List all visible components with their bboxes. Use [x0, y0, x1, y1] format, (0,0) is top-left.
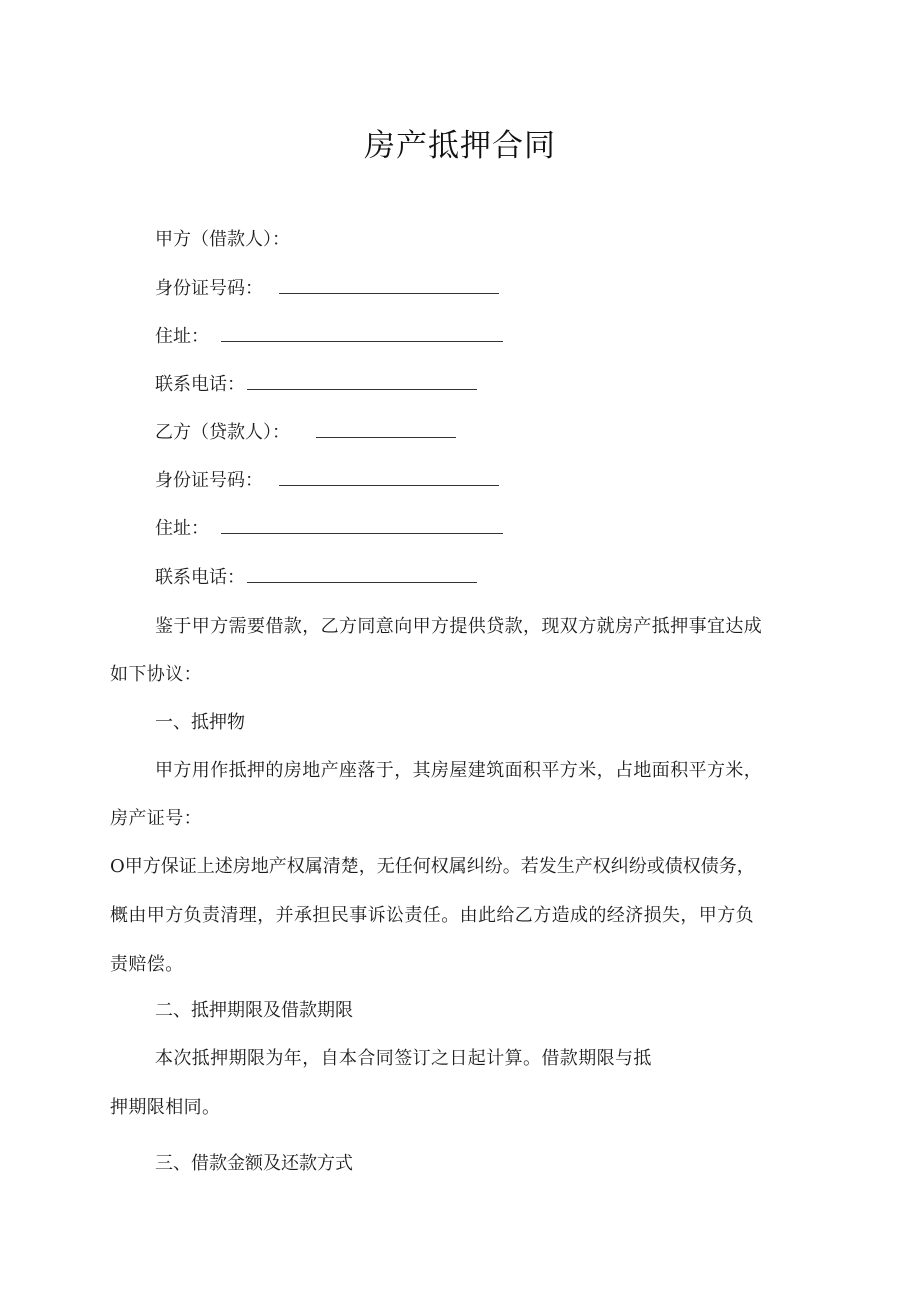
section-2-para-1-line-1: 本次抵押期限为年，自本合同签订之日起计算。借款期限与抵: [155, 1048, 652, 1069]
party-b-heading-text: 乙方（贷款人）：: [155, 422, 290, 443]
party-b-address-row: [155, 515, 503, 543]
party-a-heading-text: 甲方（借款人）：: [155, 229, 290, 250]
section-2-heading: 二、抵押期限及借款期限: [155, 1000, 353, 1021]
party-b-id-label: 身份证号码：: [155, 470, 263, 491]
section-1-para-2-line-2: 概由甲方负责清理，并承担民事诉讼责任。由此给乙方造成的经济损失，甲方负: [110, 905, 754, 926]
party-b-id-row: [155, 467, 499, 495]
party-a-id-blank: [279, 275, 499, 294]
party-a-address-label: 住址：: [155, 326, 209, 347]
party-a-heading: [155, 226, 290, 254]
party-b-phone-label: 联系电话：: [155, 567, 245, 588]
section-1-para-2-line-1: O甲方保证上述房地产权属清楚，无任何权属纠纷。若发生产权纠纷或债权债务，: [110, 856, 755, 877]
section-1-para-2-line-3: 责赔偿。: [110, 954, 184, 975]
section-3-heading: 三、借款金额及还款方式: [155, 1153, 353, 1174]
party-a-phone-label: 联系电话：: [155, 374, 245, 395]
party-b-name-blank: [316, 419, 456, 438]
party-a-id-row: [155, 275, 499, 303]
party-a-address-row: [155, 323, 503, 351]
party-b-phone-blank: [247, 564, 477, 583]
intro-line-1: 鉴于甲方需要借款，乙方同意向甲方提供贷款，现双方就房产抵押事宜达成: [155, 616, 763, 637]
party-a-phone-row: [155, 371, 477, 399]
party-b-phone-row: [155, 564, 477, 592]
intro-line-2: 如下协议：: [110, 664, 202, 685]
party-a-id-label: 身份证号码：: [155, 278, 263, 299]
section-1-para-1-line-2: 房产证号：: [110, 808, 202, 829]
party-b-address-blank: [221, 515, 503, 534]
section-1-heading: 一、抵押物: [155, 712, 245, 733]
section-1-para-1-line-1: 甲方用作抵押的房地产座落于，其房屋建筑面积平方米，占地面积平方米，: [155, 760, 763, 781]
document-title: 房产抵押合同: [364, 128, 556, 164]
party-b-address-label: 住址：: [155, 518, 209, 539]
party-b-id-blank: [279, 467, 499, 486]
party-a-phone-blank: [247, 371, 477, 390]
section-2-para-1-line-2: 押期限相同。: [110, 1097, 221, 1118]
party-a-address-blank: [221, 323, 503, 342]
party-b-heading-row: [155, 419, 456, 447]
